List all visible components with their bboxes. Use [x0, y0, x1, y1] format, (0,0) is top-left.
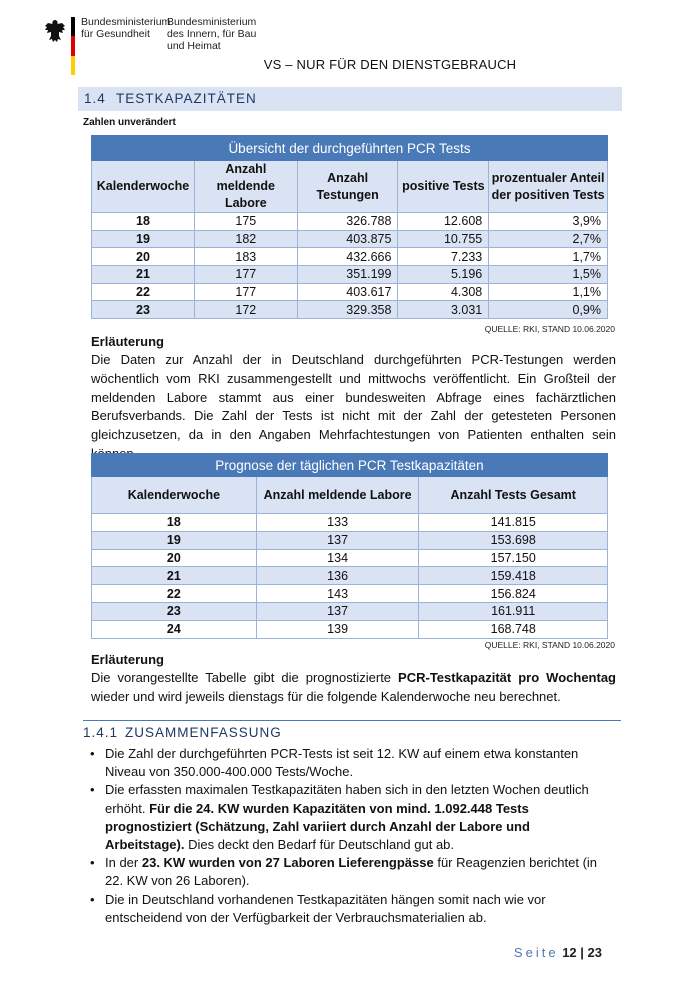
- text-span: wieder und wird jeweils dienstags für die folgende Kalenderwoche neu berechnet.: [91, 688, 561, 704]
- table-cell: 1,1%: [489, 283, 608, 301]
- table-cell: 21: [92, 266, 195, 284]
- column-header: Anzahl Testungen: [297, 161, 398, 213]
- table-cell: 23: [92, 301, 195, 319]
- table-cell: 21: [92, 567, 257, 585]
- explanation-title: Erläuterung: [91, 652, 164, 667]
- table-row: [92, 602, 608, 620]
- table-cell: 157.150: [419, 549, 608, 567]
- table-cell: 0,9%: [489, 301, 608, 319]
- table-cell: 136: [256, 567, 419, 585]
- table-cell: 1,7%: [489, 248, 608, 266]
- table-caption: Übersicht der durchgeführten PCR Tests: [92, 136, 608, 161]
- table-cell: 3,9%: [489, 213, 608, 231]
- table-row: [92, 549, 608, 567]
- table-cell: 172: [194, 301, 297, 319]
- summary-list: [91, 745, 611, 927]
- table-cell: 156.824: [419, 585, 608, 603]
- text-span: Dies deckt den Bedarf für Deutschland gut ab.: [184, 837, 455, 853]
- table-cell: 175: [194, 213, 297, 231]
- table-cell: 10.755: [398, 230, 489, 248]
- table-cell: 12.608: [398, 213, 489, 231]
- table-row: [92, 620, 608, 638]
- text-bold: PCR-Testkapazität pro Wochentag: [398, 670, 616, 685]
- ministry-name-interior: Bundesministerium des Innern, für Bau und Heimat: [167, 16, 257, 52]
- table-row: [92, 248, 608, 266]
- classification-label: VS – NUR FÜR DEN DIENSTGEBRAUCH: [263, 57, 517, 72]
- table-cell: 182: [194, 230, 297, 248]
- table-cell: 5.196: [398, 266, 489, 284]
- table-cell: 4.308: [398, 283, 489, 301]
- table-source: QUELLE: RKI, STAND 10.06.2020: [484, 324, 615, 334]
- section-note: Zahlen unverändert: [83, 117, 176, 128]
- column-header: Anzahl Tests Gesamt: [419, 477, 608, 514]
- table-cell: 177: [194, 283, 297, 301]
- table-row: [92, 230, 608, 248]
- column-header: prozentualer Anteil der positiven Tests: [489, 161, 608, 213]
- page-label: Seite: [513, 945, 559, 960]
- page-number: 12: [562, 945, 577, 960]
- table-cell: 403.617: [297, 283, 398, 301]
- list-item: [91, 781, 611, 854]
- federal-eagle-icon: [44, 18, 66, 44]
- explanation-title: Erläuterung: [91, 334, 164, 349]
- table-row: [92, 585, 608, 603]
- table-cell: 20: [92, 248, 195, 266]
- column-header: positive Tests: [398, 161, 489, 213]
- text-span: für Reagenzien berichtet (in 22. KW von 26 Laboren).: [105, 855, 598, 889]
- table-cell: 432.666: [297, 248, 398, 266]
- text-bold: Für die 24. KW wurden Kapazitäten von mind. 1.092.448 Tests prognostiziert (Schätzung, Zahl variiert durch Anzahl der Labore und Arbeitstage).: [105, 800, 530, 853]
- section-heading: [78, 87, 622, 111]
- table-cell: 141.815: [419, 514, 608, 532]
- table-cell: 23: [92, 602, 257, 620]
- table-cell: 7.233: [398, 248, 489, 266]
- table-cell: 177: [194, 266, 297, 284]
- text-span: Die Zahl der durchgeführten PCR-Tests ist seit 12. KW auf einem etwa konstanten Niveau von 350.000-400.000 Tests/Woche.: [105, 746, 579, 780]
- text-span: In der: [105, 855, 142, 871]
- table-cell: 153.698: [419, 531, 608, 549]
- column-header: Kalenderwoche: [92, 161, 195, 213]
- table-source: QUELLE: RKI, STAND 10.06.2020: [484, 640, 615, 650]
- table-cell: 403.875: [297, 230, 398, 248]
- list-item: [91, 745, 611, 781]
- explanation-text: Die Daten zur Anzahl der in Deutschland durchgeführten PCR-Testungen werden wöchentlich vom RKI zusammengestellt und mittwochs veröffentlicht. Ein Großteil der meldenden Labore stammt aus einer bundesweiten Abfrage eines fachärztlichen Berufsverbands. Die Zahl der Tests ist nicht mit der Zahl der getesteten Personen gleichzusetzen, da in den Angaben Mehrfachtestungen von Patienten enthalten sein: [91, 352, 616, 443]
- table-row: [92, 514, 608, 532]
- table-row: [92, 283, 608, 301]
- pcr-tests-table: [91, 135, 608, 319]
- text-span: Die erfassten maximalen Testkapazitäten haben sich in den letzten Wochen deutlich erhöht.: [105, 782, 589, 816]
- text-span: Die in Deutschland vorhandenen Testkapazitäten hängen somit nach wie vor entscheidend von der Verfügbarkeit der Verbrauchsmaterialien ab.: [105, 891, 546, 925]
- subsection-number: 1.4.1: [83, 725, 119, 740]
- text-span: Die vorangestellte Tabelle gibt die prognostizierte: [91, 670, 399, 685]
- table-cell: 133: [256, 514, 419, 532]
- table-cell: 24: [92, 620, 257, 638]
- table-row: [92, 301, 608, 319]
- table-cell: 1,5%: [489, 266, 608, 284]
- page-footer: Seite 12 | 23: [513, 945, 602, 960]
- table-cell: 20: [92, 549, 257, 567]
- table-cell: 137: [256, 602, 419, 620]
- list-item: [91, 854, 611, 890]
- table-cell: 18: [92, 514, 257, 532]
- subsection-title: ZUSAMMENFASSUNG: [125, 725, 282, 740]
- ministry-name-health: Bundesministerium für Gesundheit: [81, 16, 171, 40]
- table-cell: 183: [194, 248, 297, 266]
- table-cell: 139: [256, 620, 419, 638]
- table-cell: 159.418: [419, 567, 608, 585]
- table-cell: 19: [92, 531, 257, 549]
- table-cell: 137: [256, 531, 419, 549]
- section-number: 1.4: [84, 91, 106, 106]
- table-cell: 168.748: [419, 620, 608, 638]
- table-cell: 329.358: [297, 301, 398, 319]
- table-cell: 19: [92, 230, 195, 248]
- table-cell: 18: [92, 213, 195, 231]
- subsection-heading: [83, 720, 621, 742]
- column-header: Kalenderwoche: [92, 477, 257, 514]
- list-item: [91, 891, 611, 927]
- explanation-text: [91, 669, 616, 707]
- table-cell: 161.911: [419, 602, 608, 620]
- table-cell: 2,7%: [489, 230, 608, 248]
- section-title: TESTKAPAZITÄTEN: [116, 91, 257, 106]
- table-cell: 22: [92, 283, 195, 301]
- page-total: 23: [587, 945, 602, 960]
- column-header: Anzahl meldende Labore: [256, 477, 419, 514]
- table-row: [92, 266, 608, 284]
- text-bold: 23. KW wurden von 27 Laboren Lieferengpässe: [141, 855, 434, 871]
- table-row: [92, 531, 608, 549]
- table-cell: 3.031: [398, 301, 489, 319]
- table-row: [92, 567, 608, 585]
- table-caption: Prognose der täglichen PCR Testkapazitäten: [92, 454, 608, 477]
- table-cell: 326.788: [297, 213, 398, 231]
- column-header: Anzahl meldende Labore: [194, 161, 297, 213]
- table-cell: 351.199: [297, 266, 398, 284]
- table-cell: 22: [92, 585, 257, 603]
- table-cell: 143: [256, 585, 419, 603]
- table-row: [92, 213, 608, 231]
- table-cell: 134: [256, 549, 419, 567]
- pcr-capacity-forecast-table: [91, 453, 608, 639]
